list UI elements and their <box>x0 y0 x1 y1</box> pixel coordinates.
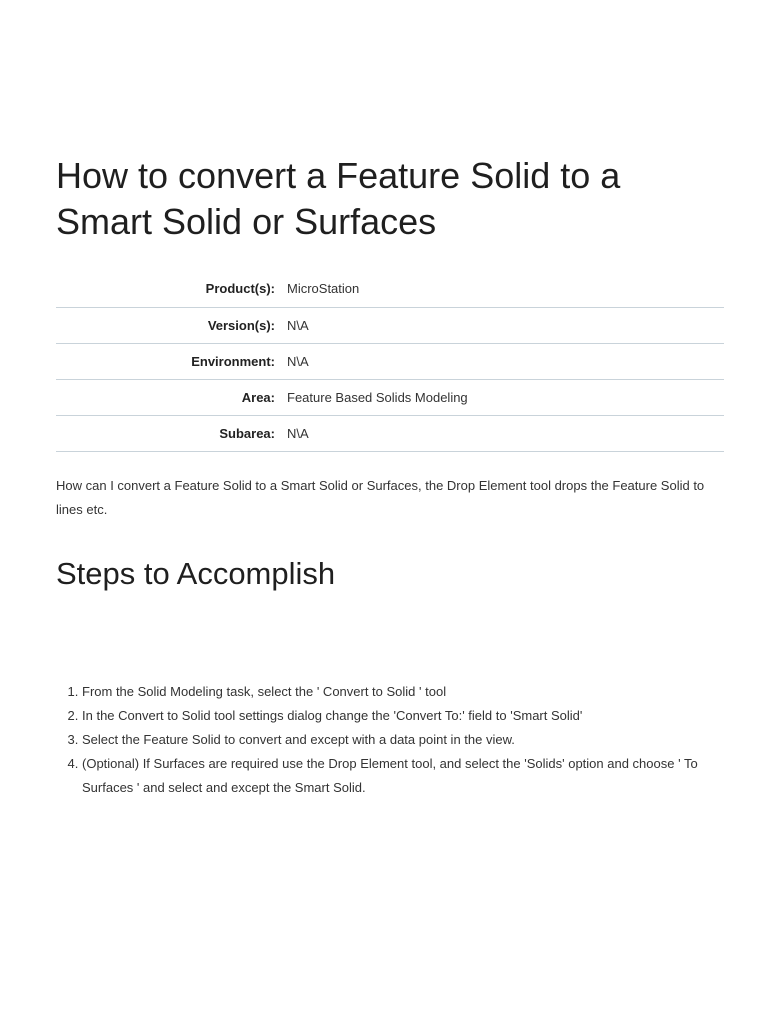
section-heading: Steps to Accomplish <box>56 556 336 591</box>
metadata-row-environment <box>56 343 724 379</box>
steps-list <box>56 680 728 800</box>
metadata-label: Version(s): <box>207 317 275 333</box>
metadata-row-product <box>56 271 724 307</box>
list-item: 4. (Optional) If Surfaces are required use the Drop Element tool, and select the 'Solids' option and choose ' To Surfaces ' and select and except the Smart Solid. <box>82 752 728 800</box>
metadata-row-version <box>56 307 724 343</box>
metadata-row-subarea <box>56 415 724 451</box>
list-item: 2. In the Convert to Solid tool settings dialog change the 'Convert To:' field to 'Smart Solid' <box>82 704 728 728</box>
metadata-table <box>56 271 724 452</box>
metadata-row-area <box>56 379 724 415</box>
metadata-label: Environment: <box>191 353 275 369</box>
metadata-value: Feature Based Solids Modeling <box>287 389 468 405</box>
metadata-value: MicroStation <box>287 281 360 297</box>
list-item: 3. Select the Feature Solid to convert and except with a data point in the view. <box>82 728 728 752</box>
metadata-value: N\A <box>287 317 309 333</box>
metadata-label: Area: <box>241 389 275 405</box>
description-paragraph: How can I convert a Feature Solid to a Smart Solid or Surfaces, the Drop Element tool drops the Feature Solid to lines etc. <box>56 478 705 517</box>
metadata-label: Subarea: <box>219 425 275 441</box>
metadata-value: N\A <box>287 425 309 441</box>
list-item: 1. From the Solid Modeling task, select the ' Convert to Solid ' tool <box>82 680 728 704</box>
metadata-value: N\A <box>287 353 309 369</box>
metadata-label: Product(s): <box>205 281 275 297</box>
page-title: How to convert a Feature Solid to a Smart Solid or Surfaces <box>56 155 621 242</box>
